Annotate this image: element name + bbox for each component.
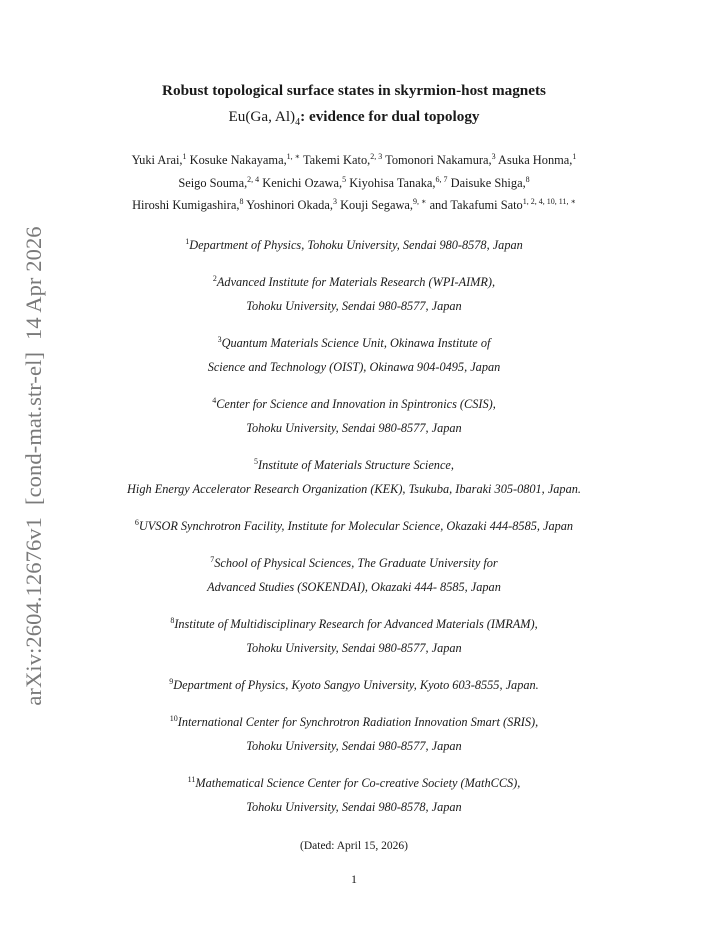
affiliation-line (74, 514, 634, 538)
affiliation (74, 673, 634, 697)
author-name: Seigo Souma, (178, 175, 248, 190)
affiliation-text: Department of Physics, Tohoku University, Sendai 980-8578, Japan (189, 237, 523, 252)
author-affiliation-mark: 9, ∗ (413, 197, 427, 207)
title-formula (228, 108, 301, 129)
affiliation-line (74, 771, 634, 795)
author (246, 198, 337, 212)
author (132, 153, 187, 167)
affiliation (74, 514, 634, 538)
affiliation-line (74, 636, 634, 660)
affiliation-number: 5 (254, 456, 259, 466)
affiliation-line (60, 477, 648, 501)
author-affiliation-mark: 3 (332, 197, 337, 207)
affiliation-text: Science and Technology (OIST), Okinawa 904-0495, Japan (207, 359, 501, 374)
title-line-2 (74, 104, 634, 136)
arxiv-id: arXiv:2604.12676v1 (21, 517, 46, 706)
author (262, 176, 346, 190)
author (303, 153, 382, 167)
author-affiliation-mark: 6, 7 (435, 174, 448, 184)
author (451, 176, 530, 190)
author (340, 198, 426, 212)
affiliation-text: Institute of Multidisciplinary Research for Advanced Materials (IMRAM), (174, 616, 538, 631)
author-name: Yoshinori Okada, (246, 198, 333, 213)
author-affiliation-mark: 2, 3 (370, 152, 383, 162)
author-affiliation-mark: 8 (239, 197, 244, 207)
affiliation-text: Advanced Studies (SOKENDAI), Okazaki 444- 8585, Japan (207, 579, 501, 594)
affiliation-line (74, 294, 634, 318)
affiliation-text: Department of Physics, Kyoto Sangyo University, Kyoto 603-8555, Japan. (173, 677, 539, 692)
author-name: Yuki Arai, (131, 153, 183, 168)
author-name: Hiroshi Kumigashira, (132, 198, 240, 213)
title-formula-base: Eu(Ga, Al) (228, 108, 296, 125)
author (178, 176, 259, 190)
author-affiliation-mark: 1 (182, 152, 187, 162)
paper-title (74, 78, 634, 136)
author (385, 153, 496, 167)
affiliation-line (74, 416, 634, 440)
author-affiliation-mark: 1, 2, 4, 10, 11, ∗ (522, 197, 576, 207)
affiliation-text: Tohoku University, Sendai 980-8578, Japan (246, 799, 462, 814)
affiliation-number: 11 (187, 774, 196, 784)
affiliation-number: 3 (217, 334, 222, 344)
affiliation (74, 771, 634, 819)
author (132, 198, 243, 212)
affiliation-number: 4 (212, 395, 217, 405)
author-name: Kenichi Ozawa, (262, 175, 343, 190)
author-name: Kouji Segawa, (340, 198, 414, 213)
affiliation (60, 453, 648, 501)
author (430, 198, 576, 212)
author-name: Daisuke Shiga, (450, 175, 526, 190)
author-affiliation-mark: 3 (491, 152, 496, 162)
affiliation-number: 10 (169, 713, 178, 723)
title-line-1: Robust topological surface states in skyrmion-host magnets (162, 82, 546, 99)
affiliation-number: 8 (170, 615, 175, 625)
affiliation-line (74, 734, 634, 758)
arxiv-stamp (21, 226, 47, 705)
affiliation-text: Tohoku University, Sendai 980-8577, Japan (246, 640, 462, 655)
affiliation-text: High Energy Accelerator Research Organization (KEK), Tsukuba, Ibaraki 305-0801, Japan. (127, 481, 581, 496)
affiliation-number: 2 (212, 273, 217, 283)
author (498, 153, 576, 167)
page-number: 1 (351, 871, 357, 886)
author-affiliation-mark: 1 (572, 152, 577, 162)
affiliation-text: International Center for Synchrotron Radiation Innovation Smart (SRIS), (177, 714, 539, 729)
affiliation-text: Tohoku University, Sendai 980-8577, Japan (246, 298, 462, 313)
author-name: Takemi Kato, (302, 153, 371, 168)
affiliation-line (74, 392, 634, 416)
affiliation (74, 392, 634, 440)
affiliation-text: Institute of Materials Structure Science, (258, 457, 454, 472)
affiliation-line (74, 612, 634, 636)
affiliation (74, 612, 634, 660)
affiliation-number: 7 (210, 554, 215, 564)
affiliation-line (74, 331, 634, 355)
affiliation (74, 270, 634, 318)
author (349, 176, 447, 190)
affiliation-line (74, 673, 634, 697)
affiliation-number: 1 (185, 236, 190, 246)
affiliation-text: Center for Science and Innovation in Spintronics (CSIS), (216, 396, 496, 411)
affiliation (74, 233, 634, 257)
author-name: Tomonori Nakamura, (385, 153, 492, 168)
title-line-2-rest: : evidence for dual topology (300, 108, 480, 125)
affiliation (74, 551, 634, 599)
affiliation-text: School of Physical Sciences, The Graduate University for (214, 555, 498, 570)
title-formula-subscript: 4 (295, 117, 301, 129)
affiliation-list (74, 233, 634, 819)
arxiv-date: 14 Apr 2026 (21, 226, 46, 340)
author-affiliation-mark: 5 (342, 174, 347, 184)
front-matter (74, 78, 634, 887)
affiliation-text: Quantum Materials Science Unit, Okinawa Institute of (221, 335, 491, 350)
dated-line: (Dated: April 15, 2026) (300, 839, 408, 852)
affiliation-line (74, 551, 634, 575)
author-affiliation-mark: 8 (525, 174, 530, 184)
affiliation-text: Tohoku University, Sendai 980-8577, Japan (246, 738, 462, 753)
affiliation-line (74, 233, 634, 257)
author-name: Asuka Honma, (498, 153, 573, 168)
affiliation-text: UVSOR Synchrotron Facility, Institute for Molecular Science, Okazaki 444-8585, Japan (138, 518, 574, 533)
affiliation-line (60, 453, 648, 477)
author-name: Kiyohisa Tanaka, (349, 175, 436, 190)
author-name: and Takafumi Sato (429, 198, 523, 213)
affiliation-line (74, 710, 634, 734)
affiliation-line (74, 270, 634, 294)
arxiv-category: [cond-mat.str-el] (21, 351, 46, 506)
author-affiliation-mark: 1, ∗ (286, 152, 301, 162)
author (190, 153, 300, 167)
affiliation-text: Advanced Institute for Materials Research (WPI-AIMR), (216, 274, 496, 289)
affiliation-line (74, 355, 634, 379)
affiliation (74, 331, 634, 379)
author-list (74, 149, 634, 217)
affiliation (74, 710, 634, 758)
affiliation-line (74, 795, 634, 819)
affiliation-text: Mathematical Science Center for Co-creative Society (MathCCS), (195, 775, 521, 790)
affiliation-line (74, 575, 634, 599)
affiliation-number: 6 (134, 517, 139, 527)
affiliation-number: 9 (169, 676, 174, 686)
affiliation-text: Tohoku University, Sendai 980-8577, Japan (246, 420, 462, 435)
author-name: Kosuke Nakayama, (189, 153, 287, 168)
author-affiliation-mark: 2, 4 (247, 174, 260, 184)
